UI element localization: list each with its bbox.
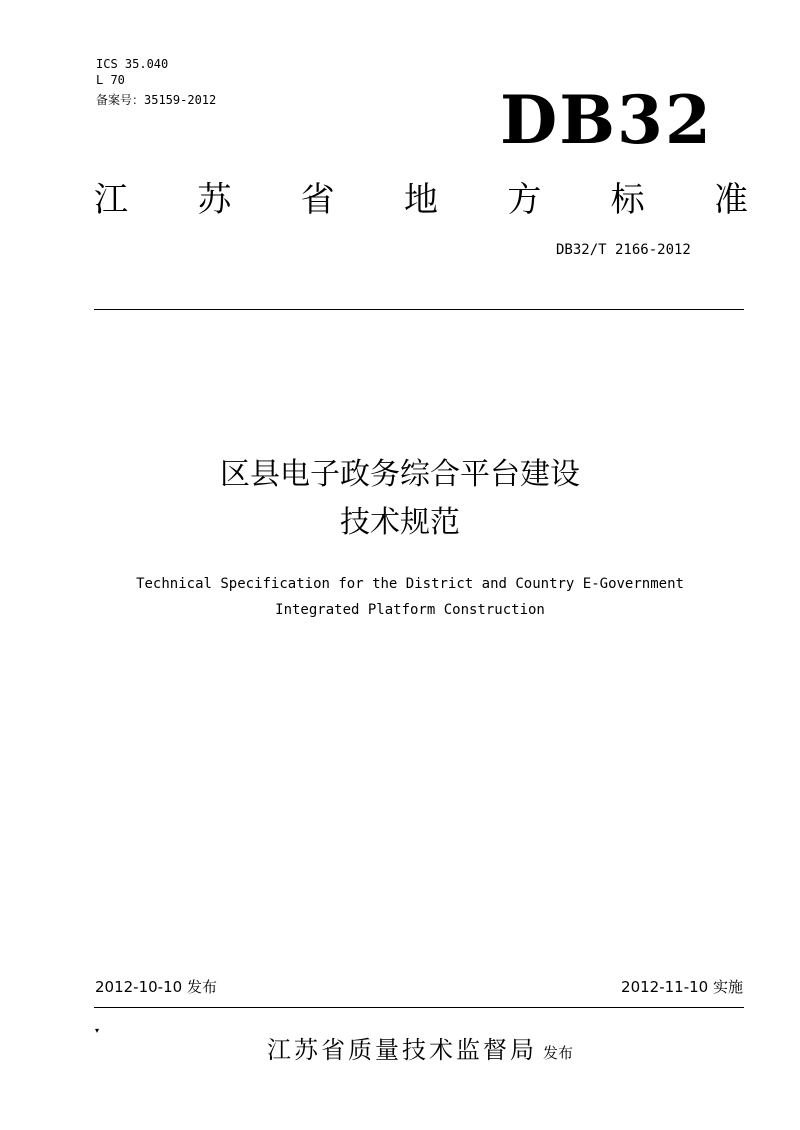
english-title-line-2: Integrated Platform Construction [275, 602, 545, 618]
standard-type-char: 江 [94, 180, 128, 220]
header-divider [94, 309, 744, 310]
standard-type-char: 准 [713, 180, 748, 220]
ics-code: ICS 35.040 [96, 57, 169, 71]
ccs-code: L 70 [96, 73, 125, 87]
effective-date: 2012-11-10 实施 [621, 978, 743, 996]
footer-divider [94, 1007, 744, 1008]
standard-type-char: 方 [507, 180, 542, 220]
standard-type-char: 苏 [197, 180, 232, 220]
standard-type-char: 标 [610, 180, 645, 220]
issuer [0, 1030, 800, 1065]
title-line-2: 技术规范 [340, 505, 460, 540]
standard-type [94, 178, 748, 222]
english-title-line-1: Technical Specification for the District and Country E-Government [136, 576, 684, 592]
standard-type-char: 地 [403, 180, 438, 220]
small-mark: ▾ [95, 1026, 100, 1035]
standard-number: DB32/T 2166-2012 [556, 242, 691, 258]
issuer-suffix: 发布 [542, 1044, 573, 1062]
title-line-1: 区县电子政务综合平台建设 [220, 457, 580, 492]
publish-date: 2012-10-10 发布 [95, 978, 217, 996]
record-number: 备案号：35159-2012 [96, 93, 217, 107]
issuer-name: 江苏省质量技术监督局 [266, 1036, 537, 1064]
db-mark: DB32 [500, 81, 713, 159]
standard-type-char: 省 [300, 180, 335, 220]
